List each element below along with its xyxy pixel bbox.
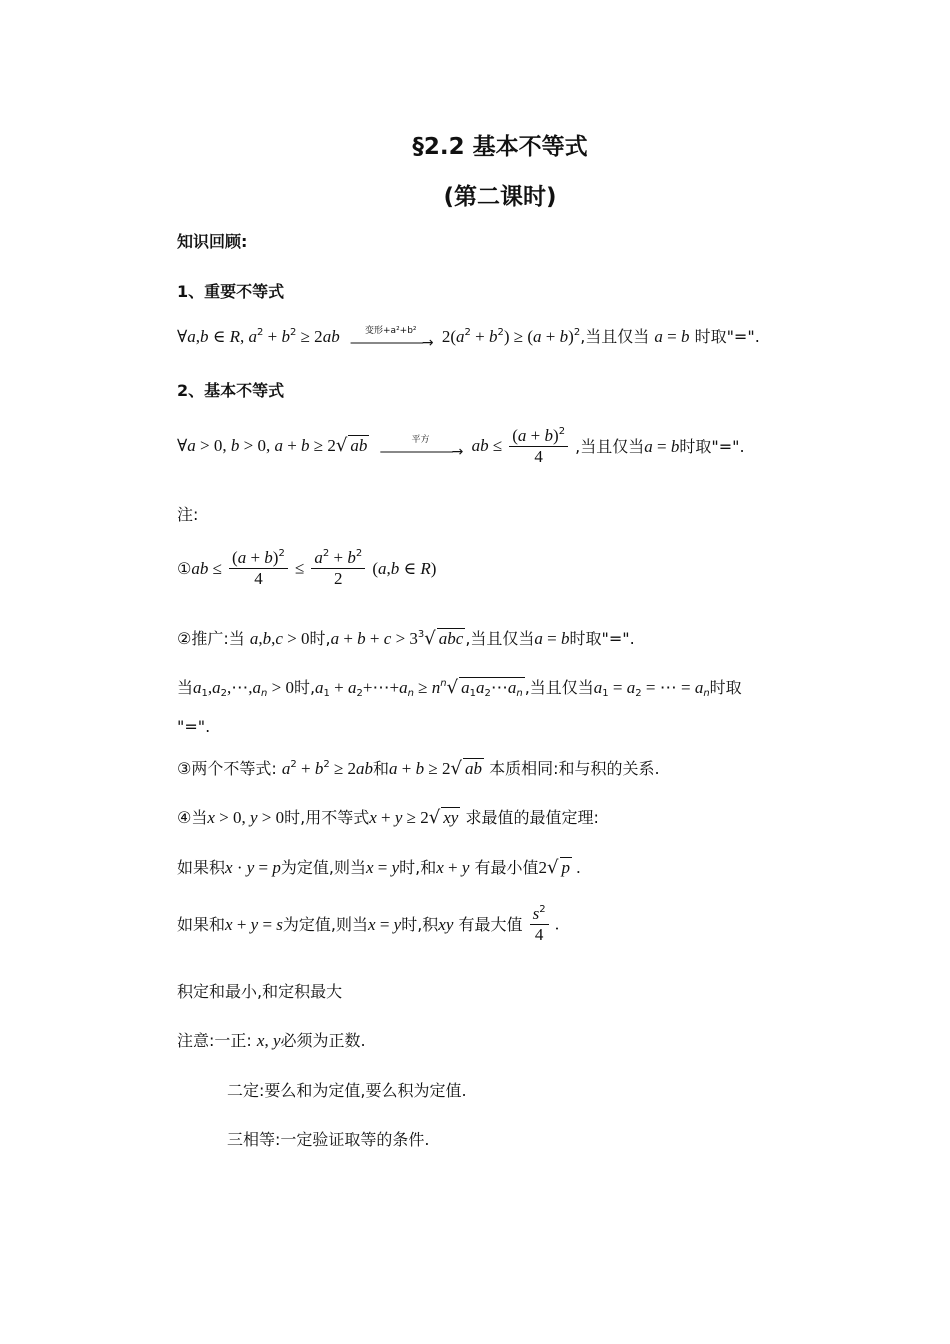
- rule1-mid: 为定值,则当: [280, 858, 366, 877]
- rule1-line: 如果积x · y = p为定值,则当x = y时,和x + y 有最小值2√ p .: [177, 857, 581, 878]
- attention-line-3: 三相等:一定验证取等的条件.: [227, 1130, 430, 1149]
- item2-tail: ,当且仅当: [575, 436, 645, 456]
- summary-line: 积定和最小,和定积最大: [177, 982, 343, 1001]
- arrow-label-square: 平方: [411, 435, 430, 445]
- transform-arrow: 变形+a²+b² ——————→: [345, 326, 437, 349]
- fraction-s-squared-over-4: $\frac{s^2}{4}$: [530, 904, 549, 945]
- arrow-label: 变形+a²+b²: [365, 326, 417, 336]
- note3-tail: 本质相同:和与积的关系.: [489, 759, 660, 778]
- rule1-prefix: 如果积: [177, 858, 226, 877]
- item2-formula: ∀a > 0, b > 0, a + b ≥ 2√ ab 平方 ——————→ ab ≤ $\frac{(a + b)^2}{4}$ ,当且仅当a = b时取"=".: [177, 426, 745, 466]
- note4-tail: 求最值的最值定理:: [465, 808, 599, 827]
- fraction-a-plus-b-squared-over-4: $\frac{(a + b)^2}{4}$: [229, 548, 288, 589]
- item2-heading: 2、基本不等式: [177, 381, 285, 400]
- item1-heading: 1、重要不等式: [177, 282, 285, 301]
- note4-prefix: ④当: [177, 808, 208, 827]
- note2b-line: 当$a_1,a_2,\cdots,a_n > 0$时$,a_1$ + $a_2+\cdots+a_n \ge n^n√$ $a_1a_2\cdots a_n$ ,当且仅当$a_1 = a_2$ = ⋯ = $a_n$时取: [177, 677, 742, 699]
- attention-1-tail: 必须为正数.: [280, 1031, 366, 1050]
- rule1-tail: 有最小值: [474, 858, 539, 877]
- note4-mid: 时,用不等式: [284, 808, 370, 827]
- attention-label: 注意:一正:: [177, 1031, 252, 1050]
- rule2-mid2: 时,积: [401, 914, 439, 934]
- note2-line: ②推广:当 a,b,c > 0时$,a + b + c > 3^3√$ abc ,当且仅当a = b时取"=".: [177, 628, 635, 649]
- fraction-a-plus-b-squared-over-4: $\frac{(a + b)^2}{4}$: [509, 426, 568, 467]
- section-review-heading: 知识回顾:: [177, 232, 248, 251]
- page-subtitle: (第二课时): [443, 184, 557, 210]
- attention-line-1: 注意:一正: x, y必须为正数.: [177, 1031, 366, 1050]
- item1-formula: ∀a,b ∈ R, $a^2 + b^2 \ge 2ab$ 变形+a²+b² ——————→ $2(a^2 + b^2) \ge (a + b)^2$,当且仅当 a = b 时取"=".: [177, 326, 760, 351]
- rule2-mid: 为定值,则当: [282, 914, 369, 934]
- note2-mid: 时,: [309, 629, 331, 648]
- rule2-line: 如果和x + y = s为定值,则当x = y时,积xy 有最大值 $\frac{s^2}{4}$ .: [177, 904, 560, 944]
- page-title: §2.2 基本不等式: [412, 134, 588, 160]
- note2b-tail: ,当且仅当: [524, 678, 594, 697]
- note2b-prefix: 当: [177, 678, 194, 697]
- note1-prefix: ①: [177, 558, 192, 578]
- note2-tail: ,当且仅当: [465, 629, 535, 648]
- rule2-tail: 有最大值: [458, 914, 523, 934]
- item2-take-equal: 时取"=".: [679, 436, 745, 456]
- fraction-a2-plus-b2-over-2: $\frac{a^2 + b^2}{2}$: [311, 548, 365, 589]
- square-arrow: 平方 ——————→: [374, 435, 466, 458]
- rule1-mid2: 时,和: [399, 858, 437, 877]
- note-label: 注:: [177, 505, 199, 524]
- note2b-mid: 时,: [293, 678, 316, 697]
- note3-line: ③两个不等式: $a^2 + b^2 \ge 2ab$和a + b ≥ 2√ ab 本质相同:和与积的关系.: [177, 758, 660, 779]
- note2b-continuation: "=".: [177, 717, 211, 736]
- note3-prefix: ③两个不等式:: [177, 759, 277, 778]
- note2-take-equal: 时取"=".: [569, 629, 635, 648]
- note2-prefix: ②推广:当: [177, 629, 245, 648]
- item1-take-equal: 时取"=".: [694, 327, 760, 346]
- note2b-end: 时取: [709, 678, 742, 697]
- note1-formula: ①ab ≤ $\frac{(a + b)^2}{4}$ ≤ $\frac{a^2 + b^2}{2}$ (a,b ∈ R): [177, 548, 437, 588]
- rule2-prefix: 如果和: [177, 914, 226, 934]
- note3-and: 和: [373, 759, 390, 778]
- item1-tail: ,当且仅当: [580, 327, 650, 346]
- note4-line: ④当x > 0, y > 0时,用不等式x + y ≥ 2√ xy 求最值的最值定理:: [177, 807, 599, 828]
- attention-line-2: 二定:要么和为定值,要么积为定值.: [227, 1081, 467, 1100]
